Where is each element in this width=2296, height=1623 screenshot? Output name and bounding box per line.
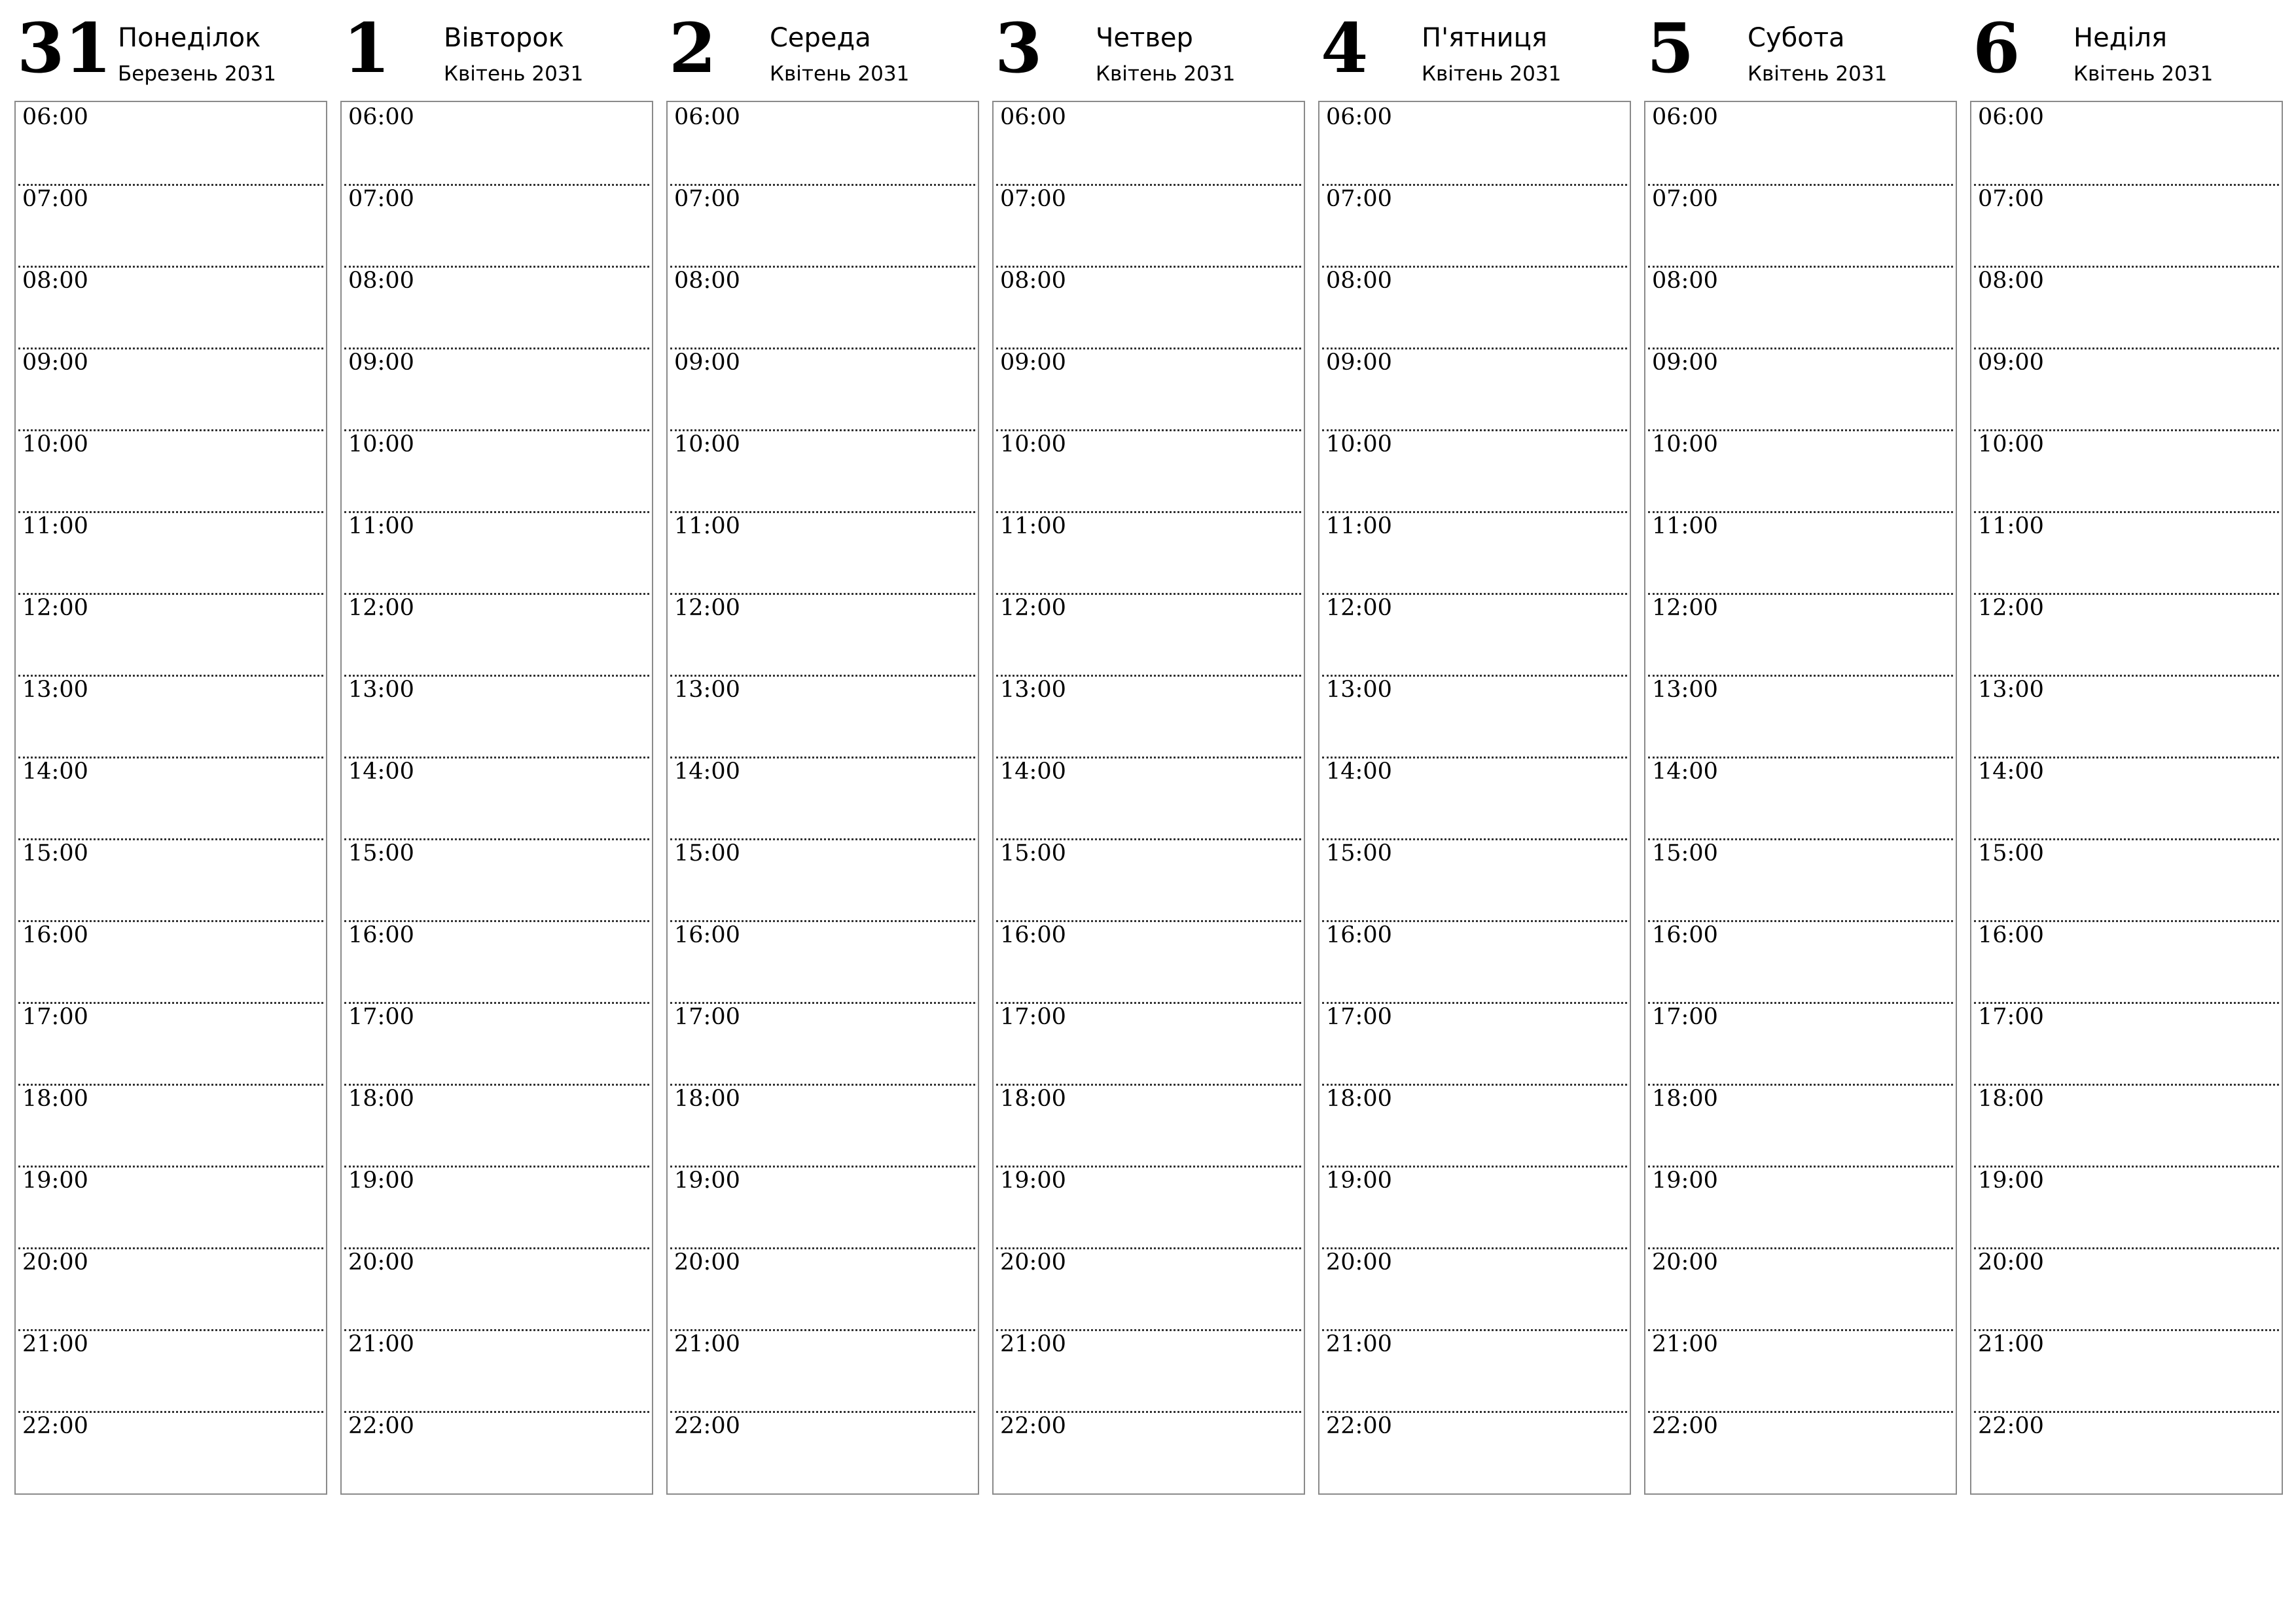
hour-label: 15:00 bbox=[1326, 840, 1392, 866]
hour-label: 15:00 bbox=[1978, 840, 2044, 866]
hour-label: 22:00 bbox=[1000, 1413, 1066, 1439]
hour-slot[interactable] bbox=[342, 429, 652, 511]
hour-slot[interactable] bbox=[1971, 1329, 2282, 1411]
hour-slot[interactable] bbox=[668, 429, 978, 511]
hour-slot[interactable] bbox=[994, 1329, 1304, 1411]
hour-label: 11:00 bbox=[1326, 513, 1392, 539]
hour-slot[interactable] bbox=[1645, 1247, 1956, 1329]
day-schedule-box bbox=[1970, 101, 2283, 1495]
hour-label: 08:00 bbox=[1000, 268, 1066, 294]
day-number: 31 bbox=[17, 8, 112, 88]
hour-slot[interactable] bbox=[1645, 348, 1956, 429]
hour-slot[interactable] bbox=[668, 675, 978, 757]
hour-label: 13:00 bbox=[674, 677, 740, 703]
hour-label: 21:00 bbox=[1652, 1331, 1718, 1357]
hour-label: 11:00 bbox=[348, 513, 414, 539]
hour-slot[interactable] bbox=[1645, 266, 1956, 348]
hour-label: 22:00 bbox=[348, 1413, 414, 1439]
hour-label: 19:00 bbox=[1000, 1168, 1066, 1194]
hour-slot[interactable] bbox=[994, 757, 1304, 838]
hour-slot[interactable] bbox=[1319, 1166, 1630, 1247]
hour-label: 15:00 bbox=[1652, 840, 1718, 866]
hour-label: 13:00 bbox=[1000, 677, 1066, 703]
hour-label: 11:00 bbox=[1978, 513, 2044, 539]
hour-label: 15:00 bbox=[22, 840, 88, 866]
hour-slot[interactable] bbox=[1971, 429, 2282, 511]
hour-slot[interactable] bbox=[342, 1084, 652, 1166]
hour-slot[interactable] bbox=[16, 266, 326, 348]
hour-label: 21:00 bbox=[22, 1331, 88, 1357]
hour-label: 06:00 bbox=[1000, 104, 1066, 130]
hour-slot[interactable] bbox=[1971, 1084, 2282, 1166]
hour-label: 06:00 bbox=[1326, 104, 1392, 130]
hour-label: 14:00 bbox=[1326, 758, 1392, 785]
hour-slot[interactable] bbox=[994, 429, 1304, 511]
hour-label: 19:00 bbox=[348, 1168, 414, 1194]
hour-label: 14:00 bbox=[1652, 758, 1718, 785]
hour-label: 20:00 bbox=[22, 1249, 88, 1275]
hour-slot[interactable] bbox=[342, 102, 652, 184]
hour-label: 10:00 bbox=[674, 431, 740, 457]
hour-label: 19:00 bbox=[674, 1168, 740, 1194]
day-name: Четвер bbox=[1096, 23, 1193, 53]
hour-label: 16:00 bbox=[348, 922, 414, 948]
hour-label: 12:00 bbox=[348, 595, 414, 621]
hour-label: 12:00 bbox=[1652, 595, 1718, 621]
hour-label: 18:00 bbox=[1978, 1086, 2044, 1112]
hour-label: 16:00 bbox=[1652, 922, 1718, 948]
hour-label: 10:00 bbox=[1326, 431, 1392, 457]
hour-label: 09:00 bbox=[348, 349, 414, 376]
hour-slot[interactable] bbox=[1971, 1166, 2282, 1247]
hour-label: 19:00 bbox=[22, 1168, 88, 1194]
hour-slot[interactable] bbox=[668, 1329, 978, 1411]
day-column bbox=[1318, 0, 1631, 1439]
hour-label: 17:00 bbox=[1326, 1004, 1392, 1030]
hour-label: 09:00 bbox=[1000, 349, 1066, 376]
hour-slot[interactable] bbox=[994, 184, 1304, 266]
hour-slot[interactable] bbox=[1645, 184, 1956, 266]
hour-label: 20:00 bbox=[1652, 1249, 1718, 1275]
day-header bbox=[992, 0, 1305, 99]
hour-slot[interactable] bbox=[1319, 593, 1630, 675]
hour-label: 08:00 bbox=[674, 268, 740, 294]
hour-slot[interactable] bbox=[1319, 920, 1630, 1002]
hour-slot[interactable] bbox=[994, 1002, 1304, 1084]
hour-label: 07:00 bbox=[348, 186, 414, 212]
hour-label: 16:00 bbox=[674, 922, 740, 948]
hour-slot[interactable] bbox=[342, 184, 652, 266]
day-name: Понеділок bbox=[118, 23, 261, 53]
day-number: 2 bbox=[669, 8, 717, 88]
hour-label: 16:00 bbox=[1978, 922, 2044, 948]
day-schedule-box bbox=[1318, 101, 1631, 1495]
hour-slot[interactable] bbox=[994, 1247, 1304, 1329]
hour-label: 06:00 bbox=[348, 104, 414, 130]
day-name: Субота bbox=[1748, 23, 1845, 53]
hour-label: 09:00 bbox=[674, 349, 740, 376]
hour-label: 22:00 bbox=[1326, 1413, 1392, 1439]
hour-slot[interactable] bbox=[342, 1002, 652, 1084]
hour-slot[interactable] bbox=[1971, 1411, 2282, 1493]
hour-slot[interactable] bbox=[668, 1411, 978, 1493]
day-name: П'ятниця bbox=[1422, 23, 1547, 53]
day-month: Квітень 2031 bbox=[2073, 62, 2214, 86]
hour-slot[interactable] bbox=[994, 838, 1304, 920]
hour-label: 14:00 bbox=[22, 758, 88, 785]
hour-slot[interactable] bbox=[1319, 675, 1630, 757]
day-name: Середа bbox=[770, 23, 871, 53]
hour-label: 08:00 bbox=[1978, 268, 2044, 294]
hour-slot[interactable] bbox=[994, 1084, 1304, 1166]
day-month: Березень 2031 bbox=[118, 62, 276, 86]
hour-label: 20:00 bbox=[1000, 1249, 1066, 1275]
hour-slot[interactable] bbox=[1645, 1329, 1956, 1411]
hour-slot[interactable] bbox=[16, 757, 326, 838]
hour-label: 10:00 bbox=[348, 431, 414, 457]
hour-label: 17:00 bbox=[674, 1004, 740, 1030]
hour-label: 21:00 bbox=[1978, 1331, 2044, 1357]
hour-slot[interactable] bbox=[1645, 429, 1956, 511]
hour-slot[interactable] bbox=[668, 184, 978, 266]
day-month: Квітень 2031 bbox=[1422, 62, 1562, 86]
hour-label: 20:00 bbox=[674, 1249, 740, 1275]
hour-label: 18:00 bbox=[674, 1086, 740, 1112]
hour-slot[interactable] bbox=[342, 675, 652, 757]
hour-slot[interactable] bbox=[1971, 1002, 2282, 1084]
hour-label: 08:00 bbox=[1326, 268, 1392, 294]
hour-label: 16:00 bbox=[1000, 922, 1066, 948]
hour-slot[interactable] bbox=[1645, 1411, 1956, 1493]
hour-slot[interactable] bbox=[342, 511, 652, 593]
hour-slot[interactable] bbox=[668, 757, 978, 838]
hour-slot[interactable] bbox=[16, 511, 326, 593]
hour-slot[interactable] bbox=[668, 266, 978, 348]
day-month: Квітень 2031 bbox=[444, 62, 584, 86]
hour-label: 22:00 bbox=[674, 1413, 740, 1439]
hour-slot[interactable] bbox=[1319, 1411, 1630, 1493]
hour-label: 21:00 bbox=[674, 1331, 740, 1357]
hour-label: 10:00 bbox=[22, 431, 88, 457]
hour-slot[interactable] bbox=[994, 102, 1304, 184]
hour-slot[interactable] bbox=[1319, 838, 1630, 920]
hour-slot[interactable] bbox=[342, 757, 652, 838]
hour-label: 12:00 bbox=[674, 595, 740, 621]
hour-label: 18:00 bbox=[22, 1086, 88, 1112]
hour-label: 09:00 bbox=[1652, 349, 1718, 376]
day-name: Неділя bbox=[2073, 23, 2168, 53]
hour-slot[interactable] bbox=[342, 838, 652, 920]
hour-slot[interactable] bbox=[1645, 1084, 1956, 1166]
hour-label: 20:00 bbox=[1326, 1249, 1392, 1275]
hour-label: 09:00 bbox=[1326, 349, 1392, 376]
hour-slot[interactable] bbox=[16, 920, 326, 1002]
hour-label: 15:00 bbox=[674, 840, 740, 866]
day-column bbox=[14, 0, 327, 1439]
hour-label: 11:00 bbox=[674, 513, 740, 539]
hour-slot[interactable] bbox=[994, 920, 1304, 1002]
hour-label: 07:00 bbox=[674, 186, 740, 212]
day-schedule-box bbox=[666, 101, 979, 1495]
hour-label: 17:00 bbox=[1978, 1004, 2044, 1030]
hour-label: 13:00 bbox=[348, 677, 414, 703]
hour-label: 08:00 bbox=[1652, 268, 1718, 294]
hour-slot[interactable] bbox=[1319, 1084, 1630, 1166]
hour-slot[interactable] bbox=[16, 348, 326, 429]
hour-label: 15:00 bbox=[348, 840, 414, 866]
hour-label: 07:00 bbox=[1978, 186, 2044, 212]
day-month: Квітень 2031 bbox=[1096, 62, 1236, 86]
hour-slot[interactable] bbox=[342, 1166, 652, 1247]
hour-label: 21:00 bbox=[1326, 1331, 1392, 1357]
hour-label: 13:00 bbox=[1326, 677, 1392, 703]
day-header bbox=[340, 0, 653, 99]
hour-slot[interactable] bbox=[342, 348, 652, 429]
hour-label: 11:00 bbox=[1000, 513, 1066, 539]
hour-slot[interactable] bbox=[1971, 1247, 2282, 1329]
hour-label: 10:00 bbox=[1978, 431, 2044, 457]
hour-label: 17:00 bbox=[1000, 1004, 1066, 1030]
hour-slot[interactable] bbox=[994, 1166, 1304, 1247]
hour-label: 13:00 bbox=[1652, 677, 1718, 703]
hour-label: 22:00 bbox=[1978, 1413, 2044, 1439]
hour-label: 06:00 bbox=[674, 104, 740, 130]
hour-label: 22:00 bbox=[22, 1413, 88, 1439]
hour-slot[interactable] bbox=[1645, 757, 1956, 838]
hour-slot[interactable] bbox=[668, 920, 978, 1002]
hour-label: 22:00 bbox=[1652, 1413, 1718, 1439]
hour-label: 07:00 bbox=[22, 186, 88, 212]
hour-slot[interactable] bbox=[1645, 511, 1956, 593]
hour-label: 18:00 bbox=[348, 1086, 414, 1112]
hour-slot[interactable] bbox=[342, 920, 652, 1002]
day-schedule-box bbox=[1644, 101, 1957, 1495]
hour-slot[interactable] bbox=[16, 102, 326, 184]
hour-label: 17:00 bbox=[22, 1004, 88, 1030]
hour-label: 07:00 bbox=[1000, 186, 1066, 212]
hour-slot[interactable] bbox=[1971, 757, 2282, 838]
hour-slot[interactable] bbox=[1319, 429, 1630, 511]
hour-slot[interactable] bbox=[1319, 102, 1630, 184]
hour-label: 10:00 bbox=[1652, 431, 1718, 457]
day-column bbox=[666, 0, 979, 1439]
hour-label: 08:00 bbox=[22, 268, 88, 294]
hour-slot[interactable] bbox=[16, 1247, 326, 1329]
day-number: 5 bbox=[1647, 8, 1695, 88]
hour-slot[interactable] bbox=[1645, 920, 1956, 1002]
hour-label: 16:00 bbox=[1326, 922, 1392, 948]
day-header bbox=[1318, 0, 1631, 99]
hour-slot[interactable] bbox=[1319, 511, 1630, 593]
hour-slot[interactable] bbox=[668, 1247, 978, 1329]
hour-slot[interactable] bbox=[1645, 1166, 1956, 1247]
hour-label: 20:00 bbox=[1978, 1249, 2044, 1275]
hour-label: 14:00 bbox=[1978, 758, 2044, 785]
hour-slot[interactable] bbox=[16, 429, 326, 511]
day-column bbox=[1644, 0, 1957, 1439]
hour-slot[interactable] bbox=[1971, 184, 2282, 266]
hour-label: 21:00 bbox=[1000, 1331, 1066, 1357]
hour-slot[interactable] bbox=[1971, 838, 2282, 920]
hour-label: 13:00 bbox=[1978, 677, 2044, 703]
hour-label: 15:00 bbox=[1000, 840, 1066, 866]
hour-label: 18:00 bbox=[1652, 1086, 1718, 1112]
hour-slot[interactable] bbox=[1971, 102, 2282, 184]
hour-label: 11:00 bbox=[22, 513, 88, 539]
day-column bbox=[340, 0, 653, 1439]
hour-slot[interactable] bbox=[16, 1002, 326, 1084]
day-month: Квітень 2031 bbox=[770, 62, 910, 86]
hour-slot[interactable] bbox=[1319, 184, 1630, 266]
hour-slot[interactable] bbox=[342, 266, 652, 348]
hour-label: 09:00 bbox=[22, 349, 88, 376]
hour-slot[interactable] bbox=[1971, 266, 2282, 348]
hour-slot[interactable] bbox=[1645, 838, 1956, 920]
day-schedule-box bbox=[992, 101, 1305, 1495]
hour-label: 10:00 bbox=[1000, 431, 1066, 457]
hour-slot[interactable] bbox=[16, 1084, 326, 1166]
hour-label: 14:00 bbox=[348, 758, 414, 785]
hour-label: 21:00 bbox=[348, 1331, 414, 1357]
hour-slot[interactable] bbox=[16, 675, 326, 757]
hour-slot[interactable] bbox=[16, 1166, 326, 1247]
hour-slot[interactable] bbox=[1319, 266, 1630, 348]
hour-label: 18:00 bbox=[1326, 1086, 1392, 1112]
hour-slot[interactable] bbox=[994, 675, 1304, 757]
hour-slot[interactable] bbox=[668, 1166, 978, 1247]
hour-slot[interactable] bbox=[1645, 593, 1956, 675]
day-number: 6 bbox=[1973, 8, 2020, 88]
day-header bbox=[1970, 0, 2283, 99]
hour-slot[interactable] bbox=[994, 511, 1304, 593]
hour-slot[interactable] bbox=[342, 1329, 652, 1411]
hour-slot[interactable] bbox=[668, 348, 978, 429]
hour-label: 06:00 bbox=[22, 104, 88, 130]
hour-label: 20:00 bbox=[348, 1249, 414, 1275]
hour-label: 11:00 bbox=[1652, 513, 1718, 539]
day-column bbox=[1970, 0, 2283, 1439]
hour-slot[interactable] bbox=[16, 1411, 326, 1493]
hour-slot[interactable] bbox=[1971, 675, 2282, 757]
hour-slot[interactable] bbox=[1645, 102, 1956, 184]
hour-slot[interactable] bbox=[994, 266, 1304, 348]
hour-slot[interactable] bbox=[1971, 348, 2282, 429]
hour-slot[interactable] bbox=[16, 1329, 326, 1411]
hour-slot[interactable] bbox=[668, 838, 978, 920]
hour-slot[interactable] bbox=[994, 348, 1304, 429]
hour-slot[interactable] bbox=[668, 1084, 978, 1166]
hour-label: 12:00 bbox=[22, 595, 88, 621]
hour-label: 09:00 bbox=[1978, 349, 2044, 376]
hour-slot[interactable] bbox=[1645, 675, 1956, 757]
day-schedule-box bbox=[14, 101, 327, 1495]
hour-label: 19:00 bbox=[1326, 1168, 1392, 1194]
hour-slot[interactable] bbox=[1319, 1329, 1630, 1411]
hour-label: 16:00 bbox=[22, 922, 88, 948]
hour-slot[interactable] bbox=[16, 184, 326, 266]
hour-slot[interactable] bbox=[1971, 511, 2282, 593]
day-header bbox=[1644, 0, 1957, 99]
hour-slot[interactable] bbox=[1319, 348, 1630, 429]
hour-slot[interactable] bbox=[1971, 920, 2282, 1002]
hour-label: 17:00 bbox=[1652, 1004, 1718, 1030]
hour-slot[interactable] bbox=[994, 1411, 1304, 1493]
hour-slot[interactable] bbox=[16, 593, 326, 675]
hour-slot[interactable] bbox=[1319, 757, 1630, 838]
day-number: 1 bbox=[343, 8, 391, 88]
hour-slot[interactable] bbox=[668, 102, 978, 184]
hour-label: 13:00 bbox=[22, 677, 88, 703]
hour-label: 07:00 bbox=[1326, 186, 1392, 212]
hour-label: 06:00 bbox=[1978, 104, 2044, 130]
hour-slot[interactable] bbox=[668, 593, 978, 675]
hour-label: 19:00 bbox=[1652, 1168, 1718, 1194]
hour-label: 08:00 bbox=[348, 268, 414, 294]
hour-slot[interactable] bbox=[1645, 1002, 1956, 1084]
hour-label: 19:00 bbox=[1978, 1168, 2044, 1194]
day-month: Квітень 2031 bbox=[1748, 62, 1888, 86]
hour-label: 07:00 bbox=[1652, 186, 1718, 212]
day-schedule-box bbox=[340, 101, 653, 1495]
hour-slot[interactable] bbox=[342, 1411, 652, 1493]
day-column bbox=[992, 0, 1305, 1439]
hour-label: 18:00 bbox=[1000, 1086, 1066, 1112]
day-header bbox=[14, 0, 327, 99]
hour-label: 12:00 bbox=[1326, 595, 1392, 621]
day-header bbox=[666, 0, 979, 99]
hour-slot[interactable] bbox=[1971, 593, 2282, 675]
hour-slot[interactable] bbox=[342, 593, 652, 675]
hour-label: 14:00 bbox=[1000, 758, 1066, 785]
hour-slot[interactable] bbox=[994, 593, 1304, 675]
hour-label: 06:00 bbox=[1652, 104, 1718, 130]
day-name: Вівторок bbox=[444, 23, 564, 53]
hour-slot[interactable] bbox=[16, 838, 326, 920]
day-number: 3 bbox=[995, 8, 1043, 88]
hour-label: 14:00 bbox=[674, 758, 740, 785]
hour-slot[interactable] bbox=[1319, 1247, 1630, 1329]
hour-slot[interactable] bbox=[342, 1247, 652, 1329]
hour-slot[interactable] bbox=[668, 511, 978, 593]
day-number: 4 bbox=[1321, 8, 1369, 88]
hour-label: 12:00 bbox=[1978, 595, 2044, 621]
hour-slot[interactable] bbox=[1319, 1002, 1630, 1084]
hour-label: 17:00 bbox=[348, 1004, 414, 1030]
hour-label: 12:00 bbox=[1000, 595, 1066, 621]
hour-slot[interactable] bbox=[668, 1002, 978, 1084]
